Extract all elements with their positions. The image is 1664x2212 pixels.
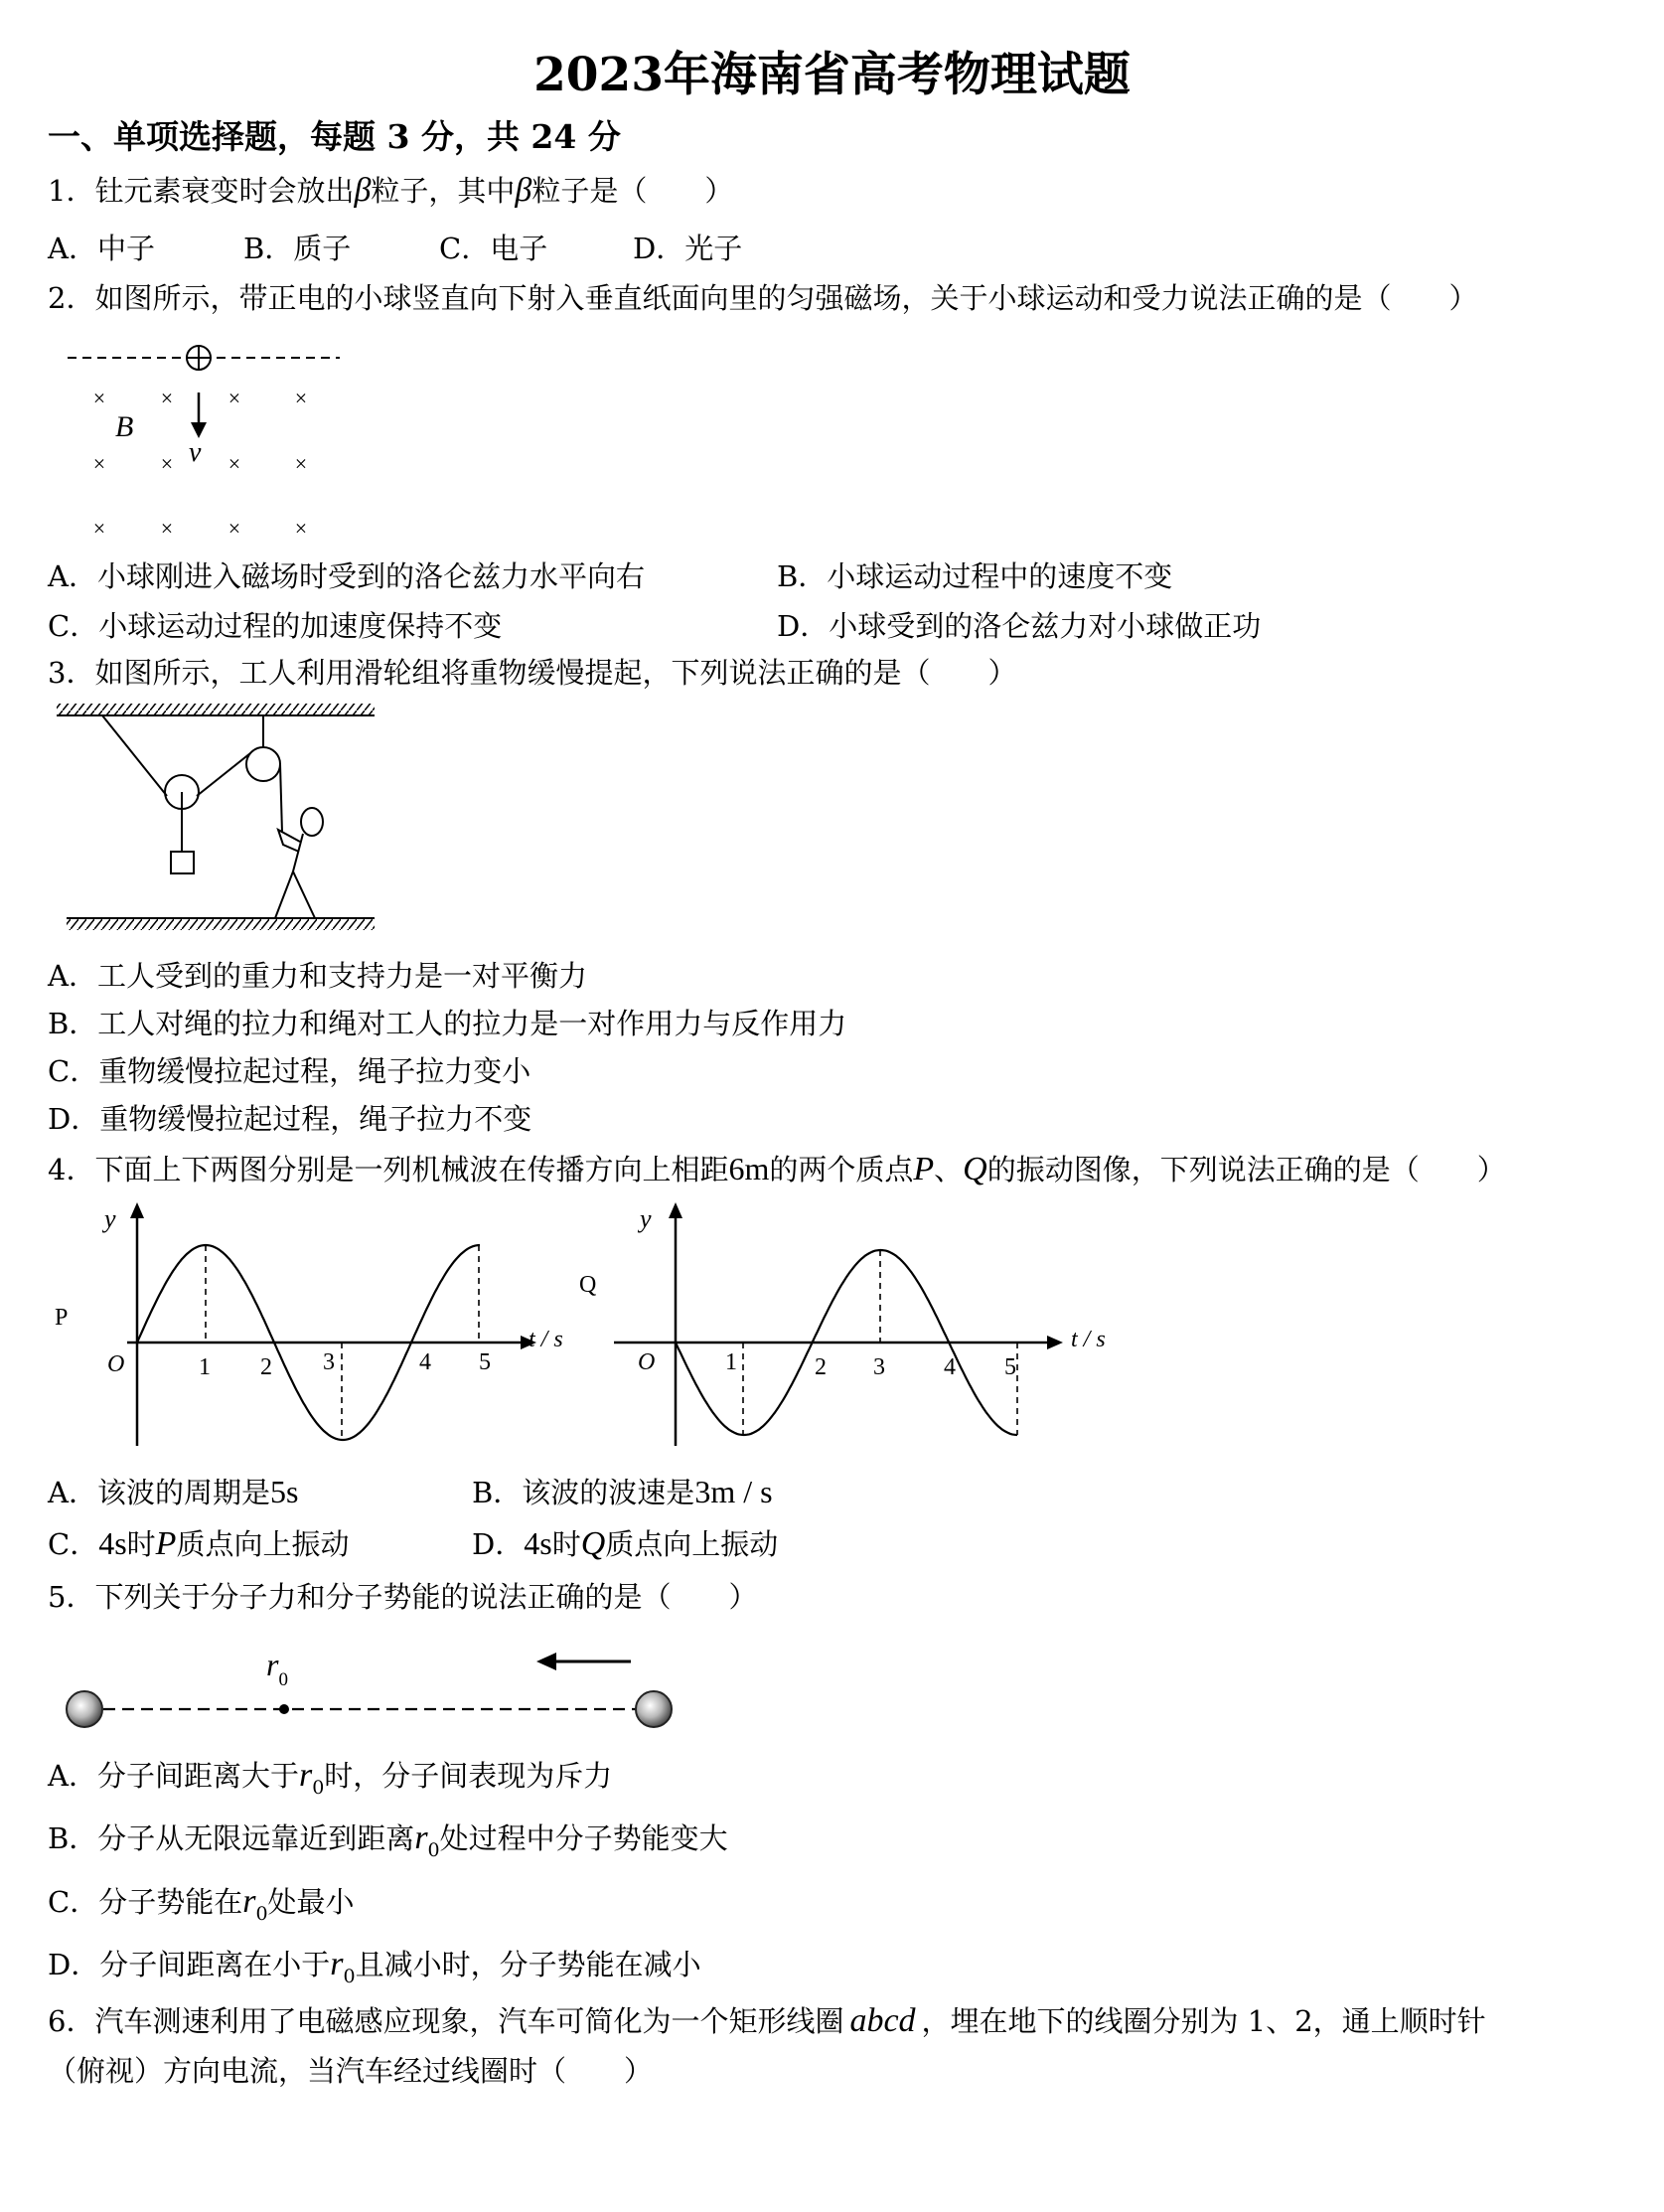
- graph-p-tick-5: 5: [479, 1349, 491, 1375]
- question-3-stem: 3．如图所示，工人利用滑轮组将重物缓慢提起，下列说法正确的是（ ）: [48, 656, 1017, 690]
- molecule-figure: [55, 1630, 690, 1739]
- question-5-option-d: D．分子间距离在小于$r_0$且减小时，分子势能在减小: [48, 1946, 701, 1987]
- question-1-option-a: A．中子: [48, 232, 155, 265]
- velocity-label: v: [189, 437, 202, 468]
- svg-text:×: ×: [227, 386, 241, 410]
- question-5-option-a: A．分子间距离大于$r_0$时，分子间表现为斥力: [48, 1757, 613, 1799]
- question-3-option-a: A．工人受到的重力和支持力是一对平衡力: [48, 959, 587, 993]
- svg-text:×: ×: [294, 516, 308, 541]
- question-2-option-a: A．小球刚进入磁场时受到的洛仑兹力水平向右: [48, 559, 645, 593]
- graph-p-y-label: y: [104, 1204, 116, 1233]
- question-3-option-d: D．重物缓慢拉起过程，绳子拉力不变: [48, 1102, 532, 1136]
- question-2-option-d: D．小球受到的洛仑兹力对小球做正功: [777, 609, 1262, 643]
- field-label: B: [115, 410, 134, 443]
- graph-q-x-label: t / s: [1071, 1327, 1106, 1352]
- question-4-stem: 4．下面上下两图分别是一列机械波在传播方向上相距6m的两个质点P、Q的振动图像，下列说法正确的是（ ）: [48, 1151, 1506, 1187]
- r0-label: $r_0$: [266, 1647, 288, 1690]
- question-4-option-a: A．该波的周期是5s: [48, 1474, 299, 1509]
- svg-text:×: ×: [160, 386, 174, 410]
- graph-p-tick-2: 2: [260, 1354, 272, 1380]
- question-1-option-d: D．光子: [633, 232, 743, 265]
- page-title: 2023年海南省高考物理试题: [533, 48, 1131, 102]
- graph-p-tick-1: 1: [199, 1354, 211, 1380]
- graph-q-tick-1: 1: [725, 1349, 737, 1375]
- question-1-stem: 1．钍元素衰变时会放出β粒子，其中β粒子是（ ）: [48, 172, 734, 209]
- question-5-option-c: C．分子势能在$r_0$处最小: [48, 1883, 355, 1925]
- question-4-option-b: B．该波的波速是3m / s: [472, 1474, 773, 1509]
- graph-q-tick-2: 2: [815, 1354, 827, 1380]
- vibration-graph-q: [576, 1202, 1133, 1461]
- question-6-stem-line-1: 6．汽车测速利用了电磁感应现象，汽车可简化为一个矩形线圈 abcd ，埋在地下的线圈分别为 1、2，通上顺时针: [48, 2002, 1486, 2039]
- question-1-option-b: B．质子: [243, 232, 352, 265]
- svg-text:×: ×: [227, 516, 241, 541]
- svg-text:×: ×: [92, 516, 106, 541]
- graph-q-y-label: y: [640, 1204, 652, 1233]
- graph-p-tick-4: 4: [419, 1349, 431, 1375]
- question-2-option-c: C．小球运动过程的加速度保持不变: [48, 609, 503, 643]
- vibration-graph-p: [50, 1202, 606, 1461]
- svg-text:×: ×: [294, 386, 308, 410]
- graph-q-tick-5: 5: [1004, 1354, 1016, 1380]
- question-4-option-c: C．4s时P质点向上振动: [48, 1525, 350, 1562]
- question-3-option-b: B．工人对绳的拉力和绳对工人的拉力是一对作用力与反作用力: [48, 1007, 847, 1040]
- svg-text:×: ×: [92, 386, 106, 410]
- pulley-figure: [55, 701, 382, 944]
- question-6-stem-line-2: （俯视）方向电流，当汽车经过线圈时（ ）: [48, 2054, 654, 2088]
- graph-p-origin: O: [107, 1351, 125, 1377]
- graph-q-tick-3: 3: [873, 1354, 885, 1380]
- section-heading: 一、单项选择题，每题 3 分，共 24 分: [48, 117, 621, 156]
- question-1-option-c: C．电子: [439, 232, 548, 265]
- graph-p-label: P: [55, 1305, 69, 1331]
- svg-text:×: ×: [294, 451, 308, 476]
- svg-text:×: ×: [160, 451, 174, 476]
- question-4-option-d: D．4s时Q质点向上振动: [472, 1525, 779, 1562]
- question-3-option-c: C．重物缓慢拉起过程，绳子拉力变小: [48, 1054, 531, 1088]
- svg-text:×: ×: [227, 451, 241, 476]
- svg-text:×: ×: [92, 451, 106, 476]
- graph-p-x-label: t / s: [529, 1327, 563, 1352]
- svg-text:×: ×: [160, 516, 174, 541]
- question-5-option-b: B．分子从无限远靠近到距离$r_0$处过程中分子势能变大: [48, 1819, 728, 1861]
- graph-q-origin: O: [638, 1349, 656, 1375]
- magnetic-field-figure: [60, 333, 358, 542]
- graph-q-tick-4: 4: [944, 1354, 956, 1380]
- graph-p-tick-3: 3: [323, 1349, 335, 1375]
- graph-q-label: Q: [579, 1272, 597, 1298]
- question-2-stem: 2．如图所示，带正电的小球竖直向下射入垂直纸面向里的匀强磁场，关于小球运动和受力说法正确的是（ ）: [48, 281, 1478, 315]
- question-2-option-b: B．小球运动过程中的速度不变: [777, 559, 1173, 593]
- question-5-stem: 5．下列关于分子力和分子势能的说法正确的是（ ）: [48, 1580, 758, 1614]
